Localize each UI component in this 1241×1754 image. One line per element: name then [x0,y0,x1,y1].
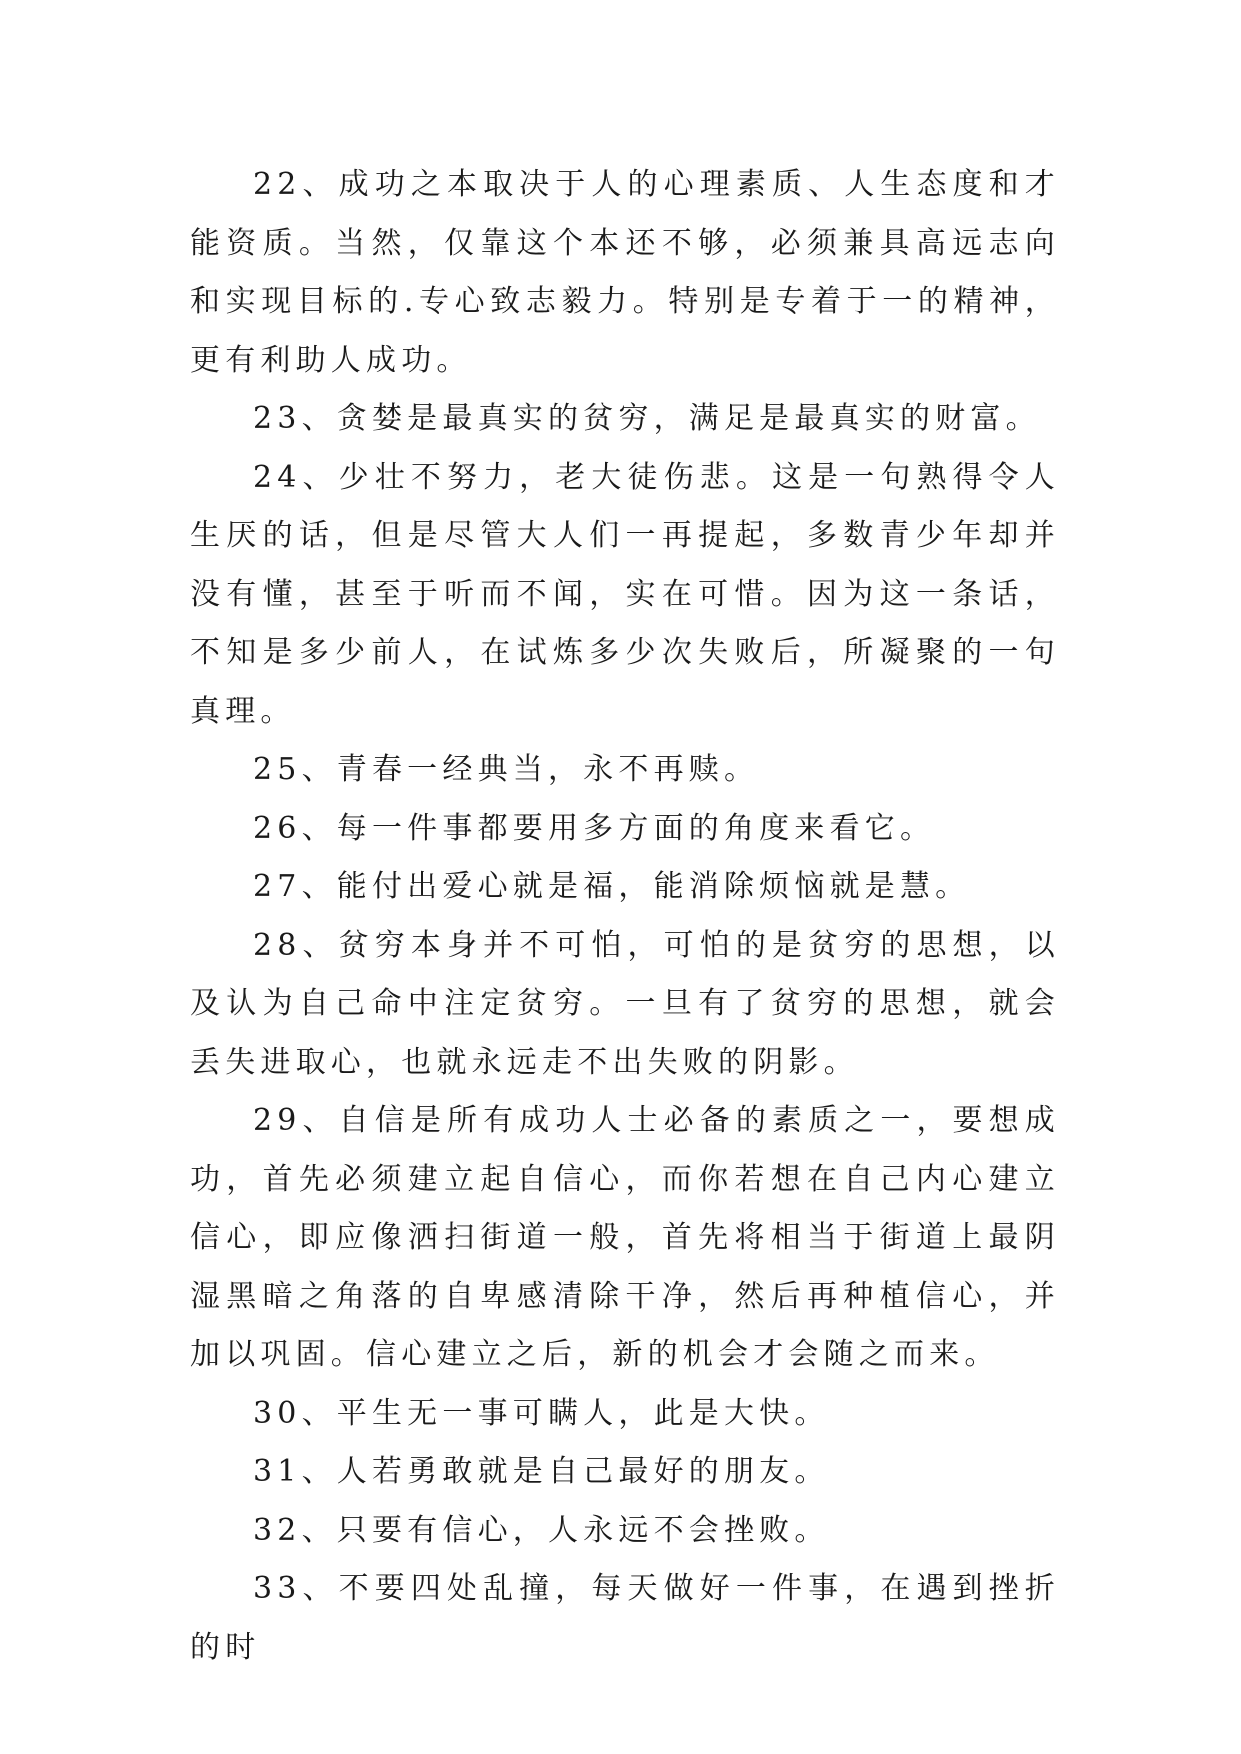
paragraph-23: 23、贪婪是最真实的贫穷，满足是最真实的财富。 [253,401,1041,436]
paragraph-25: 25、青春一经典当，永不再赎。 [253,752,760,787]
paragraph-26: 26、每一件事都要用多方面的角度来看它。 [253,810,936,846]
paragraph-33: 33、不要四处乱撞，每天做好一件事，在遇到挫折的时 [190,1571,1060,1665]
paragraph-29: 29、自信是所有成功人士必备的素质之一，要想成功，首先必须建立起自信心，而你若想在自己内心建立信心，即应像洒扫街道一般，首先将相当于街道上最阴湿黑暗之角落的自卑感清除干净，然后再种植信心，并加以巩固。信心建立之后，新的机会才会随之而来。 [190,1103,1060,1372]
paragraph-32: 32、只要有信心，人永远不会挫败。 [253,1512,830,1548]
paragraph-24: 24、少壮不努力，老大徒伤悲。这是一句熟得令人生厌的话，但是尽管大人们一再提起，多数青少年却并没有懂，甚至于听而不闻，实在可惜。因为这一条话，不知是多少前人，在试炼多少次失败后，所凝聚的一句真理。 [190,459,1060,729]
paragraph-31: 31、人若勇敢就是自己最好的朋友。 [253,1454,830,1489]
paragraph-22: 22、成功之本取决于人的心理素质、人生态度和才能资质。当然，仅靠这个本还不够，必须兼具高远志向和实现目标的.专心致志毅力。特别是专着于一的精神，更有利助人成功。 [190,167,1060,378]
paragraph-27: 27、能付出爱心就是福，能消除烦恼就是慧。 [253,869,971,904]
paragraph-30: 30、平生无一事可瞒人，此是大快。 [253,1395,830,1431]
document-body [190,156,1060,1677]
paragraph-28: 28、贫穷本身并不可怕，可怕的是贫穷的思想，以及认为自己命中注定贫穷。一旦有了贫穷的思想，就会丢失进取心，也就永远走不出失败的阴影。 [190,927,1060,1080]
